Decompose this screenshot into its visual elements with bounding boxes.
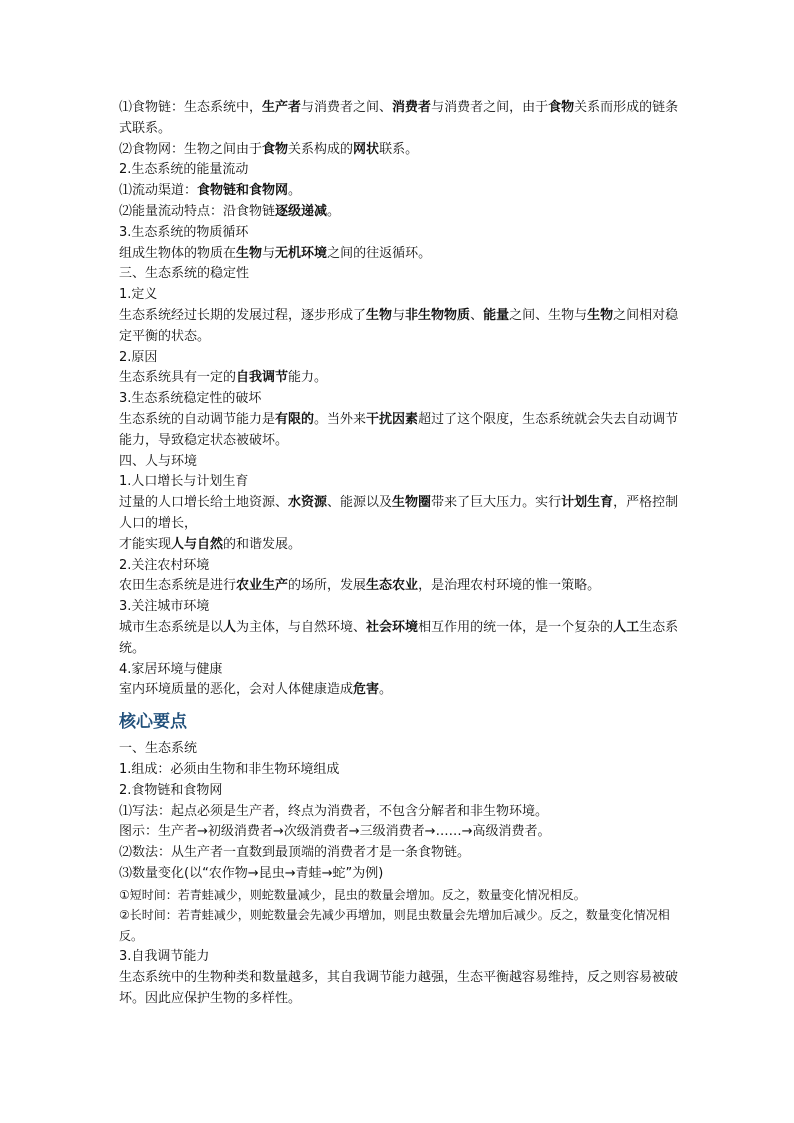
text-run: 3.自我调节能力 [119,949,210,965]
text-line [119,739,679,760]
text-run: 2.生态系统的能量流动 [119,162,249,178]
bold-term: 自我调节 [236,370,289,386]
text-line [119,472,679,493]
text-line [119,760,679,781]
text-run: 之间、生物与 [509,307,588,323]
text-run: 关系而形成的链条式联系。 [119,100,679,136]
text-run: 1.定义 [119,287,158,303]
text-line [119,368,679,389]
bold-term: 网状 [353,141,380,157]
bold-term: 能量 [483,307,510,323]
bold-term: 消费者 [392,100,432,115]
text-line [119,140,679,161]
bold-term: 水资源 [288,495,328,511]
bold-term: 人工 [613,619,640,635]
text-line [119,493,679,535]
text-run: 之间的往返循环。 [327,245,432,261]
text-run: 关系构成的 [288,141,354,157]
text-run: 组成生物体的物质在 [119,245,237,261]
text-run: 图示：生产者→初级消费者→次级消费者→三级消费者→……→高级消费者。 [119,824,551,840]
text-run: 能力。 [288,370,328,386]
text-run: 1.人口增长与计划生育 [119,474,249,490]
text-line [119,680,679,701]
text-run: 超过了这个限度，生态系统就会失去自动调节能力，导致稳定状态被破坏。 [119,411,679,448]
text-run: 、 [470,307,484,323]
text-line [119,306,679,348]
text-run: 。 [379,682,393,698]
text-line [119,618,679,660]
text-run: 3.生态系统稳定性的破坏 [119,391,262,407]
text-line [119,576,679,597]
text-run: ⑴写法：起点必须是生产者，终点为消费者，不包含分解者和非生物环境。 [119,803,549,819]
bold-term: 生物 [587,307,614,323]
text-run: 生态系统经过长期的发展过程，逐步形成了 [119,307,367,323]
text-line [119,244,679,265]
text-run: 生态系统的自动调节能力是 [119,411,276,427]
bold-term: 人与自然 [171,536,224,552]
text-line [119,660,679,681]
bold-term: 生态农业 [366,578,419,594]
bold-term: 逐级递减 [275,203,328,219]
text-run: 2.原因 [119,349,158,365]
text-line [119,535,679,556]
bold-term: 计划生育 [561,495,614,511]
text-run: 带来了巨大压力。实行 [431,495,562,511]
bold-term: 食物 [262,141,289,157]
text-run: ⑴流动渠道： [119,183,198,199]
bold-term: 无机环境 [275,245,328,261]
text-run: ，严格控制人口的增长， [119,495,679,531]
text-line [119,802,679,823]
text-line [119,968,679,1010]
text-line [119,202,679,223]
text-line [119,556,679,577]
text-run: 农田生态系统是进行 [119,578,237,594]
text-line [119,98,679,140]
text-run: 生态系统中的生物种类和数量越多，其自我调节能力越强，生态平衡越容易维持，反之则容易被破坏。因此应保护生物的多样性。 [119,969,679,1006]
bold-term: 危害 [353,682,380,698]
text-run: 4.家居环境与健康 [119,661,223,677]
text-run: 。 [327,203,341,219]
bold-term: 生物 [236,245,263,261]
text-line [119,822,679,843]
text-line [119,885,679,906]
text-line [119,264,679,285]
text-line [119,181,679,202]
bold-term: 食物链和食物网 [197,183,289,199]
bold-term: 生产者 [262,100,302,115]
text-run: 2.关注农村环境 [119,557,210,573]
text-run: 1.组成：必须由生物和非生物环境组成 [119,761,340,777]
text-line [119,597,679,618]
text-line [119,285,679,306]
text-run: 与消费者之间、 [301,100,393,115]
text-run: ⑵数法：从生产者一直数到最顶端的消费者才是一条食物链。 [119,845,471,861]
bold-term: 农业生产 [236,578,289,594]
text-line [119,389,679,410]
text-run: ⑴食物链：生态系统中， [119,100,263,115]
text-run: 才能实现 [119,536,172,552]
text-run: 、能源以及 [327,495,393,511]
text-line [119,223,679,244]
text-run: 与 [392,307,406,323]
text-line [119,905,679,947]
text-run: 三、生态系统的稳定性 [119,266,250,282]
text-run: 生态系统。 [119,619,679,656]
text-line [119,781,679,802]
text-run: ②长时间：若青蛙减少，则蛇数量会先减少再增加，则昆虫数量会先增加后减少。反之，数量变化情况相反。 [119,908,670,944]
text-run: 一、生态系统 [119,741,198,757]
text-line [119,160,679,181]
text-run: 3.生态系统的物质循环 [119,224,249,240]
bold-term: 非生物物质 [405,307,471,323]
text-run: 与消费者之间，由于 [431,100,549,115]
bold-term: 人 [223,619,237,635]
text-line [119,410,679,452]
text-line [119,864,679,885]
bold-term: 食物 [548,100,575,115]
text-run: 相互作用的统一体，是一个复杂的 [418,619,614,635]
text-run: 的和谐发展。 [223,536,302,552]
text-run: ⑶数量变化(以“农作物→昆虫→青蛙→蛇”为例) [119,865,384,881]
text-run: ⑵能量流动特点：沿食物链 [119,203,276,219]
text-run: ①短时间：若青蛙减少，则蛇数量减少，昆虫的数量会增加。反之，数量变化情况相反。 [119,887,586,902]
text-run: 2.食物链和食物网 [119,782,223,798]
text-run: 。当外来 [314,411,367,427]
text-run: 之间相对稳定平衡的状态。 [119,307,679,344]
bold-term: 干扰因素 [366,411,419,427]
section-heading: 核心要点 [119,712,187,733]
text-line [119,947,679,968]
bold-term: 生物圈 [392,495,432,511]
bold-term: 社会环境 [366,619,419,635]
text-run: 的场所，发展 [288,578,367,594]
text-run: ，是治理农村环境的惟一策略。 [418,578,601,594]
text-run: 联系。 [379,141,419,157]
text-run: 城市生态系统是以 [119,619,224,635]
text-run: ⑵食物网：生物之间由于 [119,141,263,157]
text-run: 过量的人口增长给土地资源、 [119,495,289,511]
text-line [119,843,679,864]
bold-term: 有限的 [275,411,315,427]
text-line [119,452,679,473]
text-run: 室内环境质量的恶化，会对人体健康造成 [119,682,354,698]
text-run: 3.关注城市环境 [119,599,210,615]
text-run: 四、人与环境 [119,453,198,469]
text-run: 为主体，与自然环境、 [236,619,367,635]
document-body [119,98,679,1009]
text-run: 生态系统具有一定的 [119,370,237,386]
text-run: 与 [262,245,276,261]
bold-term: 生物 [366,307,393,323]
text-line [119,348,679,369]
text-run: 。 [288,183,302,199]
